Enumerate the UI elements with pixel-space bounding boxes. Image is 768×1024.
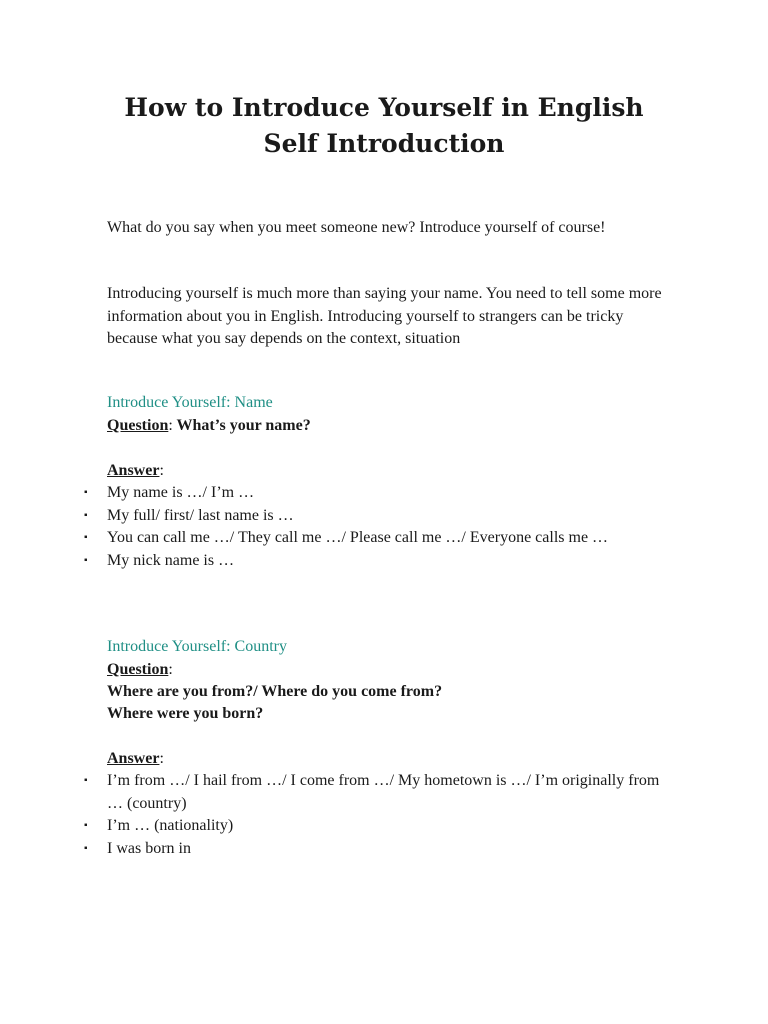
- country-answer-list: [0, 770, 768, 860]
- title-line-1: How to Introduce Yourself in English: [124, 93, 644, 122]
- bullet-icon: ▪: [84, 775, 88, 786]
- list-item-text: My name is …/ I’m …: [107, 484, 255, 501]
- name-question: [107, 415, 311, 437]
- bullet-icon: ▪: [84, 509, 88, 521]
- bullet-icon: ▪: [84, 554, 88, 566]
- list-item: [0, 505, 667, 528]
- country-question-line-2: Where were you born?: [107, 705, 264, 722]
- list-item: [0, 838, 667, 861]
- answer-label: Answer: [107, 462, 160, 479]
- name-answer-heading: [107, 460, 164, 482]
- list-item: [0, 550, 667, 573]
- list-item: [0, 527, 667, 550]
- section-heading-name: Introduce Yourself: Name: [107, 394, 273, 411]
- intro-paragraph-1: What do you say when you meet someone new? Introduce yourself of course!: [107, 219, 606, 236]
- document-title: [0, 90, 768, 162]
- bullet-icon: ▪: [84, 842, 88, 854]
- list-item-text: I’m from …/ I hail from …/ I come from …/ My hometown is …/ I’m originally from … (country): [107, 772, 660, 812]
- intro-paragraph-2: Introducing yourself is much more than saying your name. You need to tell some more information about you in English. Introducing yourself to strangers can be tricky because what you say depends on the context, situation: [107, 285, 662, 347]
- list-item-text: I’m … (nationality): [107, 817, 234, 834]
- answer-colon: :: [159, 750, 164, 767]
- bullet-icon: ▪: [84, 487, 88, 498]
- question-label: Question: [107, 417, 169, 434]
- question-colon: :: [168, 417, 173, 434]
- country-question-line-1: Where are you from?/ Where do you come from?: [107, 683, 443, 700]
- list-item: [0, 815, 667, 838]
- title-line-2: Self Introduction: [263, 129, 505, 158]
- list-item: [0, 482, 667, 505]
- country-question-label-line: [107, 659, 173, 681]
- answer-colon: :: [159, 462, 164, 479]
- list-item-text: My full/ first/ last name is …: [107, 506, 294, 524]
- question-colon: :: [168, 661, 173, 678]
- question-label: Question: [107, 661, 169, 678]
- name-answer-list: [0, 482, 768, 572]
- list-item: [0, 770, 667, 815]
- answer-label: Answer: [107, 750, 160, 767]
- list-item-text: You can call me …/ They call me …/ Please call me …/ Everyone calls me …: [107, 529, 609, 546]
- list-item-text: My nick name is …: [107, 551, 235, 569]
- bullet-icon: ▪: [84, 532, 88, 543]
- question-text: What’s your name?: [172, 417, 311, 434]
- section-heading-country: Introduce Yourself: Country: [107, 638, 287, 655]
- list-item-text: I was born in: [107, 839, 191, 857]
- bullet-icon: ▪: [84, 820, 88, 831]
- country-answer-heading: [107, 748, 164, 770]
